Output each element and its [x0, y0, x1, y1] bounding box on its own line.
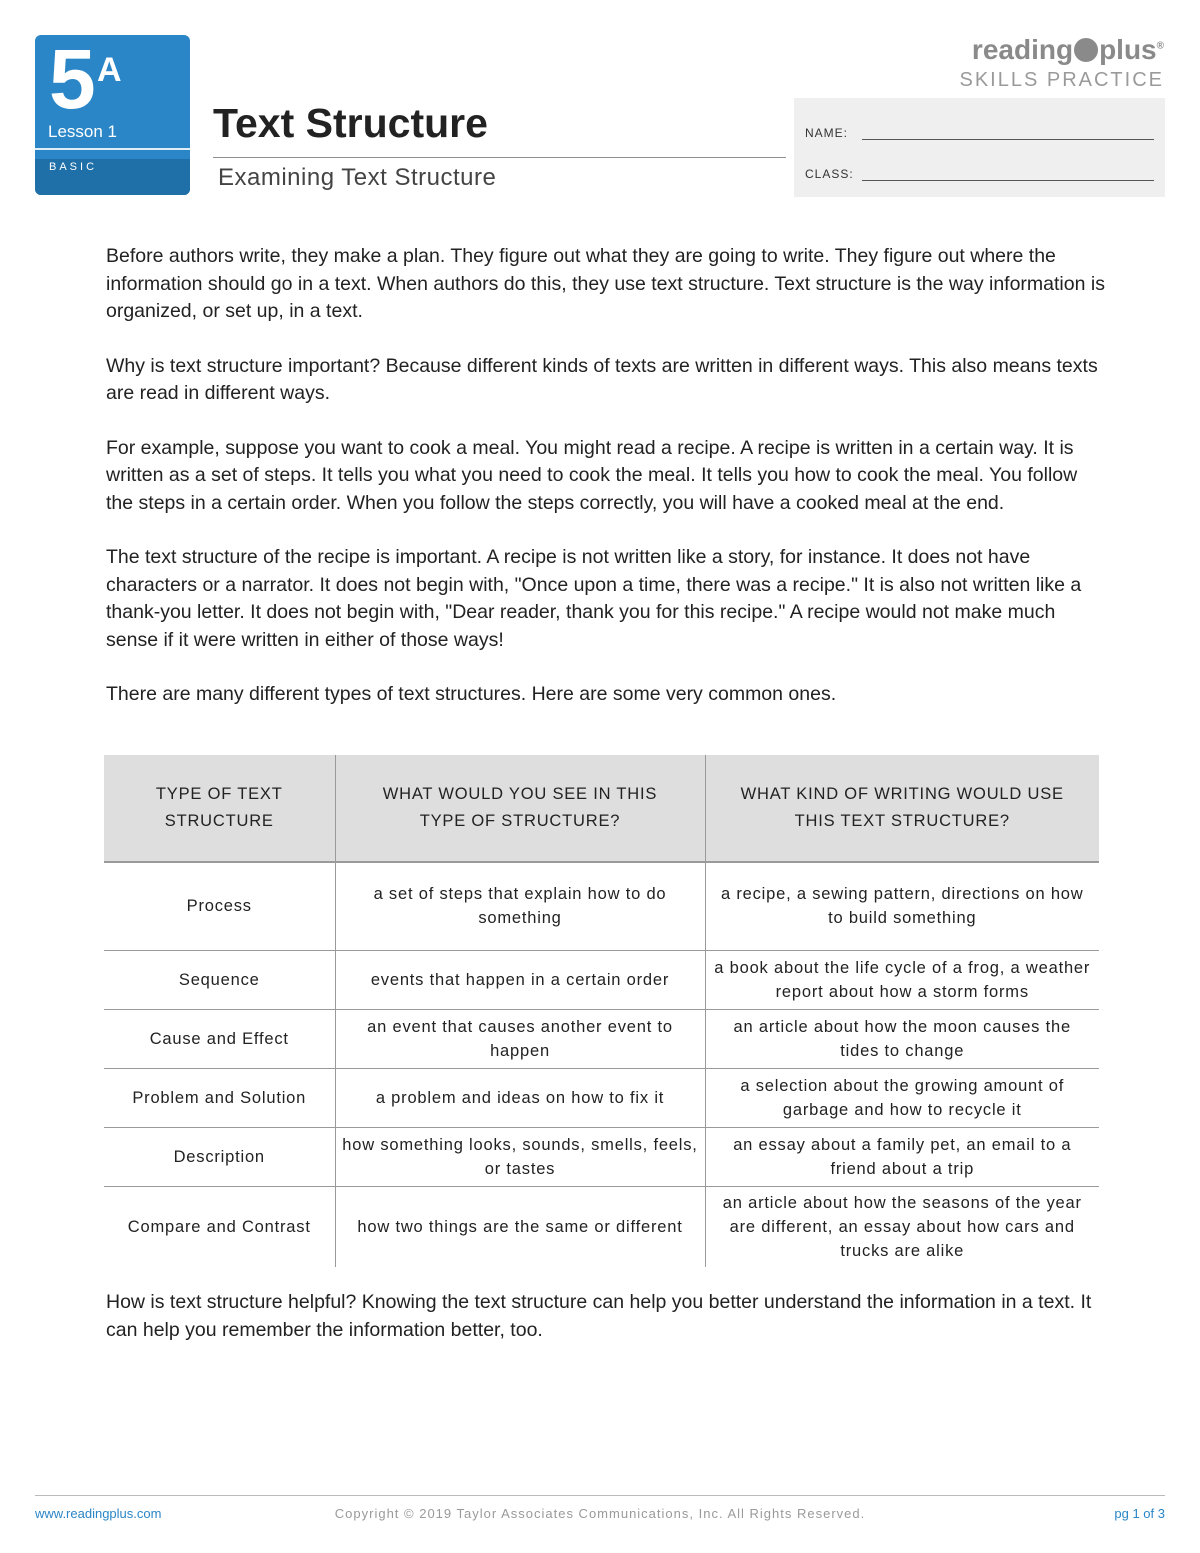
- paragraph: For example, suppose you want to cook a meal. You might read a recipe. A recipe is written in a certain way. It is written as a set of steps. It tells you what you need to cook the meal. It tells you how to cook the meal. You follow the steps in a certain order. When you follow the steps correctly, you will have a cooked meal at the end.: [106, 436, 1078, 514]
- structure-features: a problem and ideas on how to fix it: [335, 1068, 705, 1127]
- structure-features: an event that causes another event to happen: [335, 1009, 705, 1068]
- brand-circle-icon: [1074, 38, 1098, 62]
- copyright-notice: Copyright © 2019 Taylor Associates Communications, Inc. All Rights Reserved.: [334, 1506, 866, 1521]
- name-label: NAME:: [805, 126, 849, 140]
- structure-features: how something looks, sounds, smells, feels, or tastes: [335, 1127, 705, 1186]
- table-row: [104, 950, 1099, 1009]
- structure-examples: an article about how the moon causes the tides to change: [705, 1009, 1099, 1068]
- level-band: [35, 159, 190, 195]
- structure-features: events that happen in a certain order: [335, 950, 705, 1009]
- brand-subtitle: SKILLS PRACTICE: [959, 69, 1164, 91]
- page-number: pg 1 of 3: [1114, 1506, 1165, 1521]
- paragraph: Before authors write, they make a plan. They figure out what they are going to write. They figure out where the information should go in a text. When authors do this, they use text structure. Text structure is the way information is organized, or set up, in a text.: [106, 245, 1105, 322]
- table-row: [104, 1186, 1099, 1267]
- structure-features: how two things are the same or different: [335, 1186, 705, 1267]
- structure-type: Compare and Contrast: [127, 1217, 311, 1236]
- table-row: [104, 1068, 1099, 1127]
- paragraph: The text structure of the recipe is important. A recipe is not written like a story, for instance. It does not have characters or a narrator. It does not begin with, "Once upon a time, there was a recipe." It is also not written like a thank-you letter. It does not begin with, "Dear reader, thank you for this recipe." A recipe would not make much sense if it were written in either of those ways!: [106, 546, 1082, 651]
- lesson-label: Lesson 1: [48, 122, 117, 141]
- badge-divider: [35, 148, 190, 150]
- structure-examples: a book about the life cycle of a frog, a weather report about how a storm forms: [705, 950, 1099, 1009]
- paragraph: There are many different types of text structures. Here are some very common ones.: [106, 683, 837, 705]
- brand-trademark: ®: [1156, 40, 1164, 52]
- page-title: Text Structure: [213, 100, 488, 146]
- title-divider: [213, 157, 786, 158]
- level-label: BASIC: [49, 161, 98, 173]
- structure-examples: a selection about the growing amount of garbage and how to recycle it: [705, 1068, 1099, 1127]
- page-subtitle: Examining Text Structure: [218, 164, 497, 191]
- class-label: CLASS:: [805, 167, 854, 181]
- name-field[interactable]: [862, 139, 1154, 140]
- grade-number: 5: [49, 35, 96, 126]
- structure-type: Process: [104, 862, 335, 950]
- text-structure-table: [104, 755, 1099, 1267]
- class-field[interactable]: [862, 180, 1154, 181]
- grade-letter: A: [97, 51, 122, 89]
- table-row: [104, 1009, 1099, 1068]
- column-header-type: TYPE OF TEXT STRUCTURE: [104, 755, 335, 862]
- student-info-box: [794, 98, 1165, 197]
- table-row: [104, 1127, 1099, 1186]
- lesson-badge: [35, 35, 190, 195]
- intro-text: [106, 243, 1106, 736]
- brand-wordmark: [959, 36, 1164, 64]
- structure-type: Problem and Solution: [104, 1068, 335, 1127]
- footer-divider: [35, 1495, 1165, 1496]
- structure-type: Sequence: [104, 950, 335, 1009]
- structure-examples: an essay about a family pet, an email to a friend about a trip: [705, 1127, 1099, 1186]
- column-header-writing: WHAT KIND OF WRITING WOULD USE THIS TEXT STRUCTURE?: [705, 755, 1099, 862]
- website-link[interactable]: www.readingplus.com: [35, 1506, 162, 1521]
- table-header-row: [104, 755, 1099, 862]
- structure-examples: a recipe, a sewing pattern, directions on how to build something: [705, 862, 1099, 950]
- structure-examples: an article about how the seasons of the year are different, an essay about how cars and trucks are alike: [705, 1186, 1099, 1267]
- paragraph: Why is text structure important? Because different kinds of texts are written in different ways. This also means texts are read in different ways.: [106, 354, 1098, 404]
- brand-word-reading: reading: [971, 34, 1074, 65]
- structure-type: Cause and Effect: [104, 1009, 335, 1068]
- brand-word-plus: plus: [1099, 34, 1157, 65]
- closing-paragraph: How is text structure helpful? Knowing the text structure can help you better understand the information in a text. It can help you remember the information better, too.: [106, 1291, 1092, 1341]
- column-header-see: WHAT WOULD YOU SEE IN THIS TYPE OF STRUCTURE?: [335, 755, 705, 862]
- structure-type: Description: [104, 1127, 335, 1186]
- brand-logo: [959, 36, 1164, 90]
- structure-features: a set of steps that explain how to do something: [335, 862, 705, 950]
- table-row: [104, 862, 1099, 950]
